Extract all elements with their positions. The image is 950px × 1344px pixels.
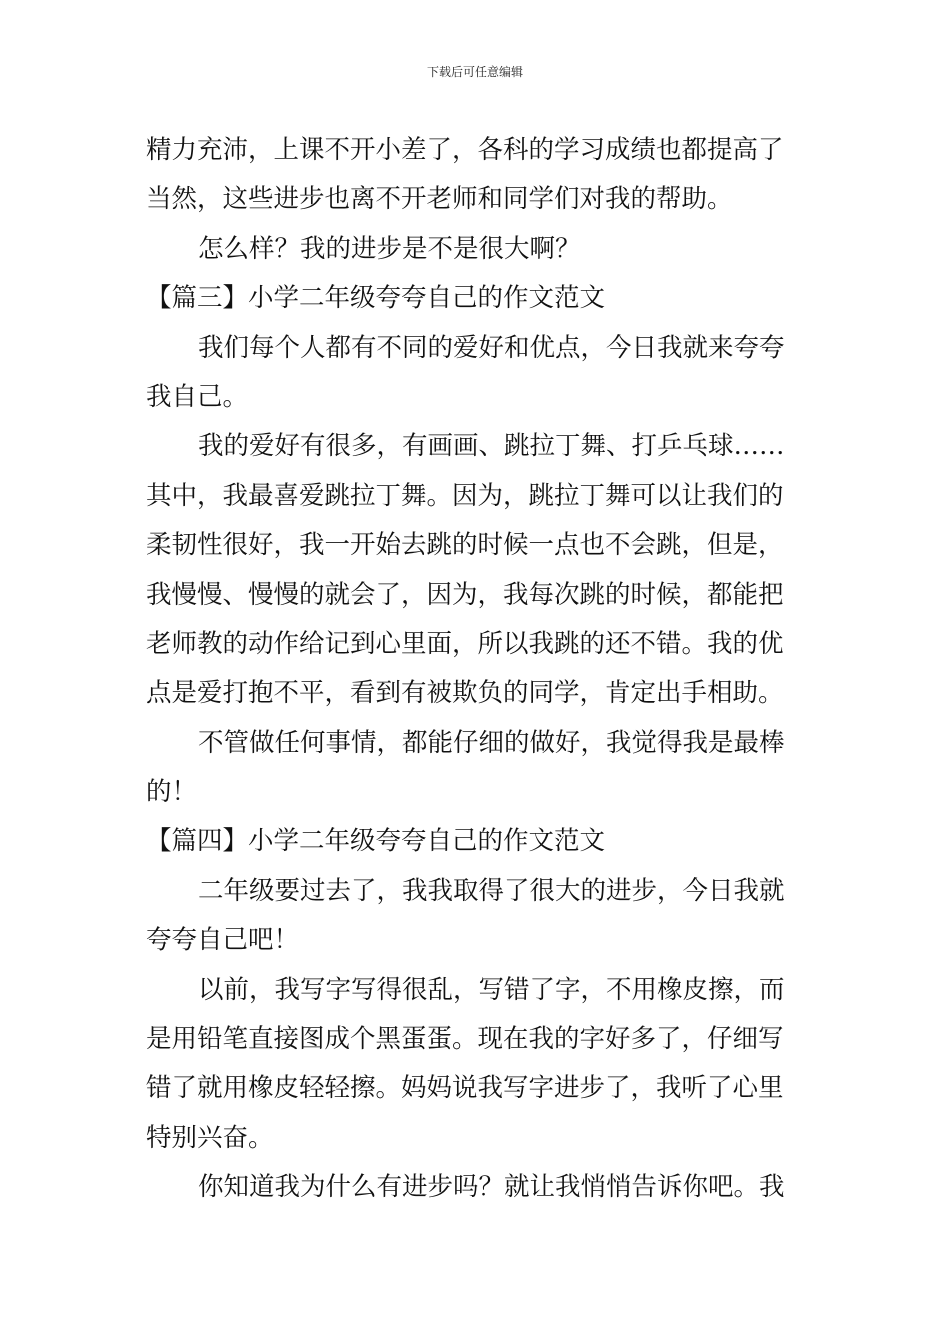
text-line: 老师教的动作给记到心里面，所以我跳的还不错。我的优: [146, 628, 784, 659]
text-line: 是用铅笔直接图成个黑蛋蛋。现在我的字好多了，仔细写: [146, 1024, 784, 1055]
text-line: 我们每个人都有不同的爱好和优点，今日我就来夸夸: [198, 332, 785, 363]
text-line: 精力充沛，上课不开小差了，各科的学习成绩也都提高了: [146, 135, 784, 165]
text-line: 柔韧性很好，我一开始去跳的时候一点也不会跳，但是，: [146, 530, 784, 561]
text-line: 错了就用橡皮轻轻擦。妈妈说我写字进步了，我听了心里: [146, 1073, 784, 1104]
document-body: [146, 126, 816, 1213]
text-line: 二年级要过去了，我我取得了很大的进步，今日我就: [198, 875, 785, 906]
text-line: 我的爱好有很多，有画画、跳拉丁舞、打乒乓球……: [198, 431, 785, 462]
page-header: 下载后可任意编辑: [426, 65, 523, 79]
text-line: 怎么样？我的进步是不是很大啊？: [198, 233, 581, 264]
text-line: 我慢慢、慢慢的就会了，因为，我每次跳的时候，都能把: [146, 579, 784, 610]
text-line: 点是爱打抱不平，看到有被欺负的同学，肯定出手相助。: [146, 678, 784, 709]
text-line: 的！: [146, 777, 198, 808]
text-line: 你知道我为什么有进步吗？就让我悄悄告诉你吧。我: [198, 1172, 785, 1203]
text-line: 特别兴奋。: [146, 1122, 274, 1153]
text-line: 其中，我最喜爱跳拉丁舞。因为，跳拉丁舞可以让我们的: [146, 480, 784, 511]
text-line: 当然，这些进步也离不开老师和同学们对我的帮助。: [146, 184, 733, 215]
section-heading: 【篇三】小学二年级夸夸自己的作文范文: [146, 283, 606, 314]
text-line: 夸夸自己吧！: [146, 925, 300, 956]
text-line: 我自己。: [146, 381, 249, 412]
text-line: 以前，我写字写得很乱，写错了字，不用橡皮擦，而: [198, 974, 785, 1005]
section-heading: 【篇四】小学二年级夸夸自己的作文范文: [146, 826, 606, 857]
text-line: 不管做任何事情，都能仔细的做好，我觉得我是最棒: [198, 727, 785, 758]
